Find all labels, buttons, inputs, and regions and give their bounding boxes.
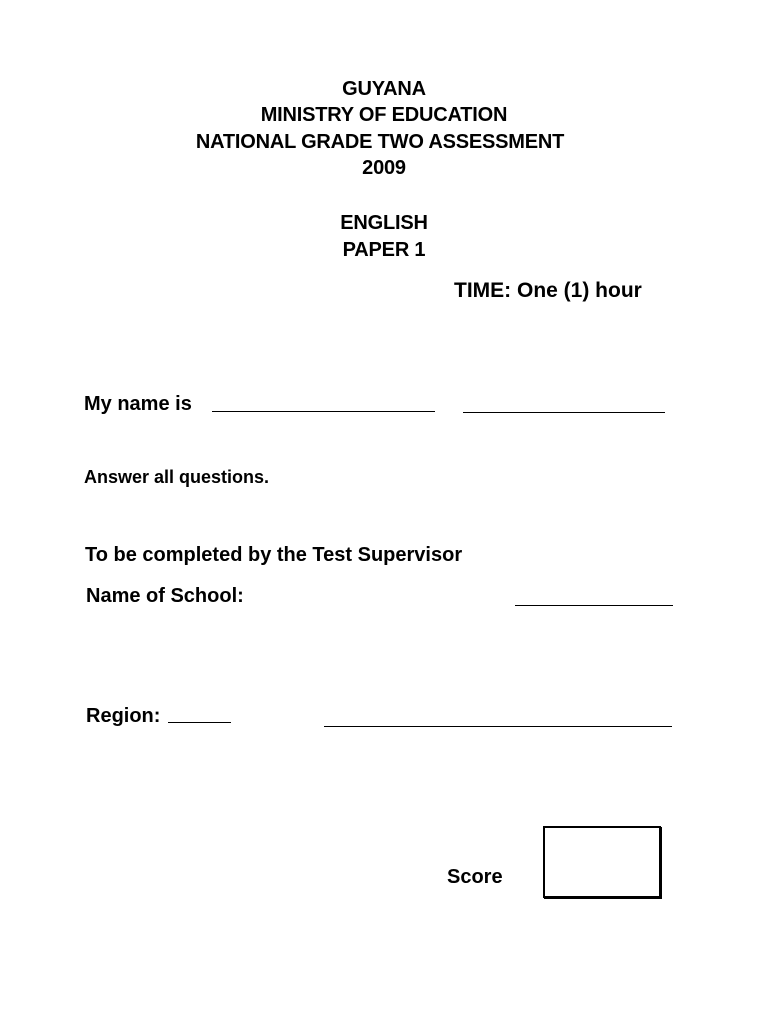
student-name-label: My name is [84, 393, 192, 415]
region-blank-long[interactable] [324, 726, 672, 727]
student-name-blank-first[interactable] [290, 411, 435, 412]
header-country: GUYANA [342, 78, 426, 100]
instruction-text: Answer all questions. [84, 467, 270, 487]
header-assessment: NATIONAL GRADE TWO ASSESSMENT [195, 131, 565, 153]
school-name-label: Name of School: [86, 585, 244, 607]
school-name-blank[interactable] [515, 605, 673, 606]
header-year: 2009 [362, 157, 406, 179]
score-label: Score [447, 866, 503, 888]
time-allowed: TIME: One (1) hour [454, 279, 642, 302]
student-name-blank-short[interactable] [212, 411, 290, 412]
subject-name: ENGLISH [340, 212, 428, 234]
supervisor-heading: To be completed by the Test Supervisor [85, 544, 463, 566]
region-label: Region: [86, 705, 161, 727]
student-name-blank-last[interactable] [463, 412, 665, 413]
region-blank-short[interactable] [168, 722, 231, 723]
subject-paper: PAPER 1 [342, 239, 426, 261]
header-ministry: MINISTRY OF EDUCATION [260, 104, 508, 126]
score-box[interactable] [543, 826, 661, 898]
